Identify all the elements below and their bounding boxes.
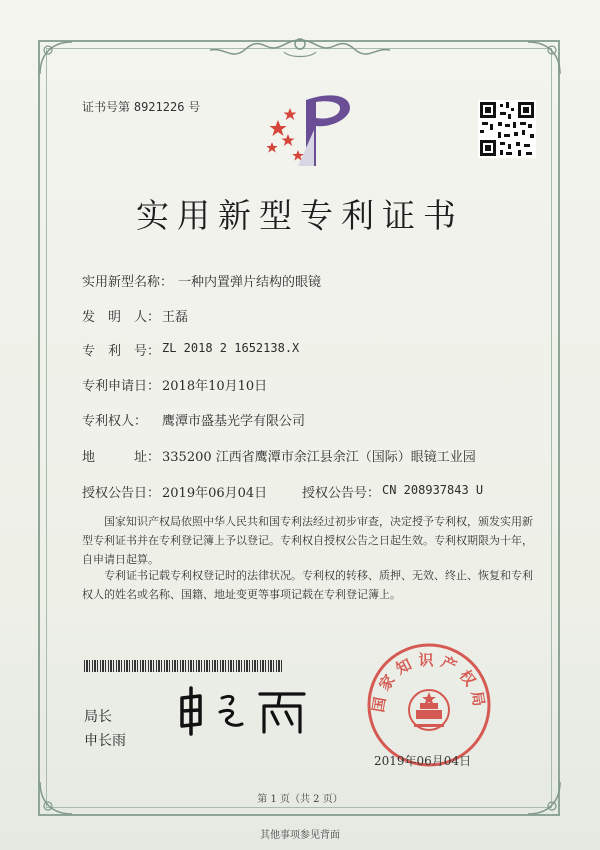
patent-holder-label: 专利权人： bbox=[82, 414, 148, 429]
utility-model-name-value: 一种内置弹片结构的眼镜 bbox=[178, 275, 322, 290]
certificate-title: 实用新型专利证书 bbox=[136, 196, 464, 235]
filing-date-value: 2018年10月10日 bbox=[162, 379, 268, 394]
star-icon bbox=[269, 120, 286, 136]
certificate-number-suffix: 号 bbox=[188, 100, 201, 114]
signer-title: 局长 bbox=[84, 709, 112, 725]
corner-ornament-top-right bbox=[524, 38, 564, 78]
filing-date-label: 专利申请日： bbox=[82, 379, 161, 394]
grant-number-value: CN 208937843 U bbox=[382, 483, 484, 497]
utility-model-name-label: 实用新型名称： bbox=[82, 275, 174, 290]
patent-holder-value: 鹰潭市盛基光学有限公司 bbox=[162, 414, 306, 429]
corner-ornament-top-left bbox=[36, 38, 76, 78]
grant-date-value: 2019年06月04日 bbox=[162, 486, 268, 501]
statement-paragraph: 国家知识产权局依照中华人民共和国专利法经过初步审查，决定授予专利权，颁发实用新型专利证书并在专利登记簿上予以登记。专利权自授权公告之日起生效。专利权期限为十年，自申请日起算。 bbox=[82, 515, 533, 566]
patent-office-logo bbox=[258, 90, 358, 172]
grant-number-label: 授权公告号： bbox=[302, 486, 381, 501]
qr-code bbox=[478, 100, 536, 158]
top-ornament bbox=[200, 34, 400, 64]
certificate-number bbox=[82, 98, 200, 115]
handwritten-signature bbox=[176, 684, 316, 736]
back-note: 其他事项参见背面 bbox=[260, 830, 340, 841]
star-icon bbox=[266, 142, 278, 153]
grant-date-label: 授权公告日： bbox=[82, 486, 161, 501]
seal-date: 2019年06月04日 bbox=[374, 754, 472, 768]
signer-name: 申长雨 bbox=[84, 733, 126, 749]
official-seal bbox=[364, 640, 494, 770]
statement-paragraph: 专利证书记载专利权登记时的法律状况。专利权的转移、质押、无效、终止、恢复和专利权人的姓名或名称、国籍、地址变更等事项记载在专利登记簿上。 bbox=[82, 569, 533, 601]
address-value: 335200 江西省鹰潭市余江县余江（国际）眼镜工业园 bbox=[162, 450, 476, 465]
patent-number-value: ZL 2018 2 1652138.X bbox=[162, 341, 300, 355]
page-indicator: 第 1 页（共 2 页） bbox=[257, 794, 343, 805]
national-emblem-icon bbox=[409, 690, 449, 730]
star-icon bbox=[284, 108, 297, 120]
patent-number-label: 专 利 号： bbox=[82, 344, 161, 359]
barcode bbox=[84, 660, 284, 672]
inventor-value: 王磊 bbox=[162, 310, 189, 325]
certificate-number-label: 证书号第 bbox=[82, 100, 131, 114]
seal-text: 国家知识产权局 bbox=[369, 651, 489, 714]
certificate-number-value: 8921226 bbox=[133, 100, 185, 114]
inventor-label: 发 明 人： bbox=[82, 310, 161, 325]
address-label: 地 址： bbox=[82, 450, 161, 465]
